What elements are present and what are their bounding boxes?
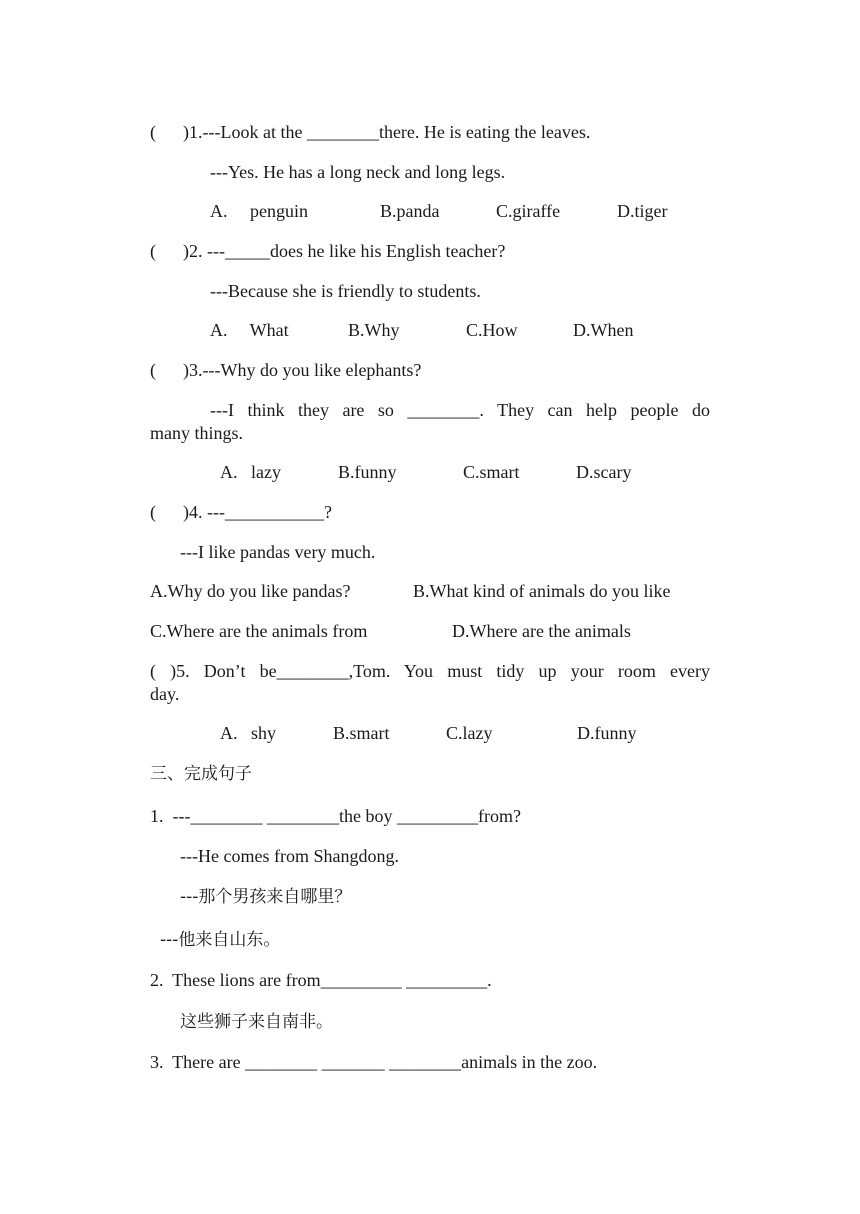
- question-3-option-d: D.scary: [576, 462, 632, 482]
- question-3-reply-line-2: many things.: [150, 423, 243, 443]
- question-3-reply-line-1: ---I think they are so ________. They can help people do: [210, 400, 710, 420]
- question-5-stem-line-2: day.: [150, 684, 180, 704]
- question-2-option-d: D.When: [573, 320, 634, 340]
- section-3-heading: 三、完成句子: [150, 764, 252, 784]
- question-2-stem: ( )2. ---_____does he like his English teacher?: [150, 241, 506, 261]
- question-5-option-b: B.smart: [333, 723, 390, 743]
- question-5-stem-line-1: ( )5. Don’t be________,Tom. You must tidy up your room every: [150, 661, 710, 681]
- question-4-reply: ---I like pandas very much.: [180, 542, 376, 562]
- question-4-option-d: D.Where are the animals: [452, 621, 631, 641]
- question-2-option-c: C.How: [466, 320, 518, 340]
- sentence-2-chinese: 这些狮子来自南非。: [180, 1012, 333, 1032]
- question-1-option-d: D.tiger: [617, 201, 668, 221]
- sentence-1-chinese-answer: ---他来自山东。: [160, 930, 281, 950]
- sentence-2-prompt: 2. These lions are from_________ _________.: [150, 970, 492, 990]
- question-1-reply: ---Yes. He has a long neck and long legs.: [210, 162, 506, 182]
- question-1-option-a: A. penguin: [210, 201, 308, 221]
- sentence-3-prompt: 3. There are ________ _______ ________animals in the zoo.: [150, 1052, 598, 1072]
- question-4-stem: ( )4. ---___________?: [150, 502, 332, 522]
- question-3-option-a: A. lazy: [220, 462, 281, 482]
- question-5-option-a: A. shy: [220, 723, 277, 743]
- question-2-reply: ---Because she is friendly to students.: [210, 281, 481, 301]
- question-4-option-b: B.What kind of animals do you like: [413, 581, 671, 601]
- question-4-option-c: C.Where are the animals from: [150, 621, 368, 641]
- question-1-option-c: C.giraffe: [496, 201, 561, 221]
- question-3-stem: ( )3.---Why do you like elephants?: [150, 360, 422, 380]
- question-1-option-b: B.panda: [380, 201, 440, 221]
- sentence-1-chinese-question: ---那个男孩来自哪里？: [180, 887, 352, 907]
- question-2-option-a: A. What: [210, 320, 289, 340]
- sentence-1-answer: ---He comes from Shangdong.: [180, 846, 399, 866]
- question-5-option-d: D.funny: [577, 723, 637, 743]
- question-3-option-c: C.smart: [463, 462, 520, 482]
- sentence-1-prompt: 1. ---________ ________the boy _________from?: [150, 806, 521, 826]
- question-3-option-b: B.funny: [338, 462, 397, 482]
- question-4-option-a: A.Why do you like pandas?: [150, 581, 351, 601]
- question-2-option-b: B.Why: [348, 320, 400, 340]
- question-5-option-c: C.lazy: [446, 723, 493, 743]
- question-1-stem: ( )1.---Look at the ________there. He is eating the leaves.: [150, 122, 591, 142]
